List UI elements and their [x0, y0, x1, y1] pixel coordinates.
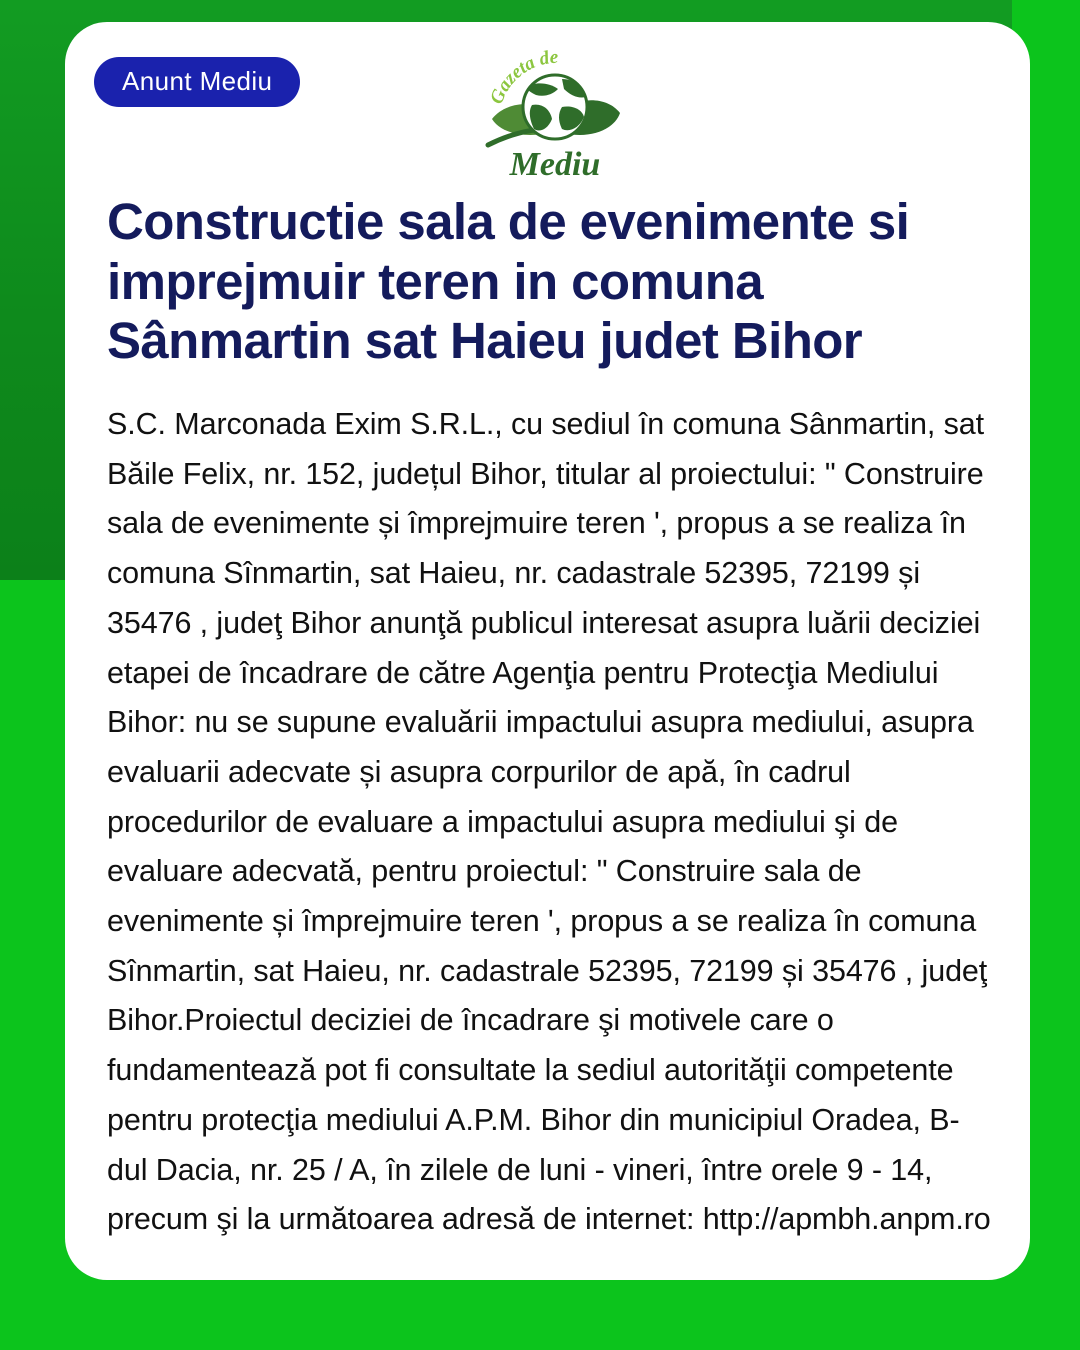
- category-badge[interactable]: Anunt Mediu: [94, 57, 300, 107]
- gazeta-de-mediu-logo: [470, 35, 640, 185]
- card-header: [65, 22, 1030, 197]
- svg-text:Gazeta de: Gazeta de: [486, 46, 559, 108]
- page-title: Constructie sala de evenimente si imprejmuir teren in comuna Sânmartin sat Haieu judet Bihor: [107, 193, 910, 370]
- announcement-body: S.C. Marconada Exim S.R.L., cu sediul în comuna Sânmartin, sat Băile Felix, nr. 152, județul Bihor, titular al proiectului: ʺ Construire sala de evenimente și împrejmuire teren ʹ, propus a se realiza în comuna Sînmartin, sat Haieu, nr. cadastrale 52395, 72199 și 35476 , judeţ Bihor anunţă publicul interesat asupra luării deciziei etapei de încadrare de către Agenţia pentru Protecţia Mediului Bihor: nu se supune evaluării impactului asupra mediului, asupra evaluarii adecvate și asupra corpurilor de apă, în cadrul procedurilor de evaluare a impactului asupra mediului şi de evaluare adecvată, pentru proiectul: ʺ Construire sala de evenimente și împrejmuire teren ʹ, propus a se realiza în comuna Sînmartin, sat Haieu, nr. cadastrale 52395, 72199 și 35476 , judeţ Bihor.Proiectul deciziei de încadrare şi motivele care o fundamentează pot fi consultate la sediul autorităţii competente pentru protecţia mediului A.P.M. Bihor din municipiul Oradea, B-dul Dacia, nr. 25 / A, în zilele de luni - vineri, între orele 9 - 14, precum şi la următoarea adresă de internet: http://apmbh.anpm.ro: [107, 407, 996, 1237]
- announcement-card: [65, 22, 1030, 1280]
- svg-text:Mediu: Mediu: [509, 146, 601, 183]
- card-content: [65, 22, 1030, 1280]
